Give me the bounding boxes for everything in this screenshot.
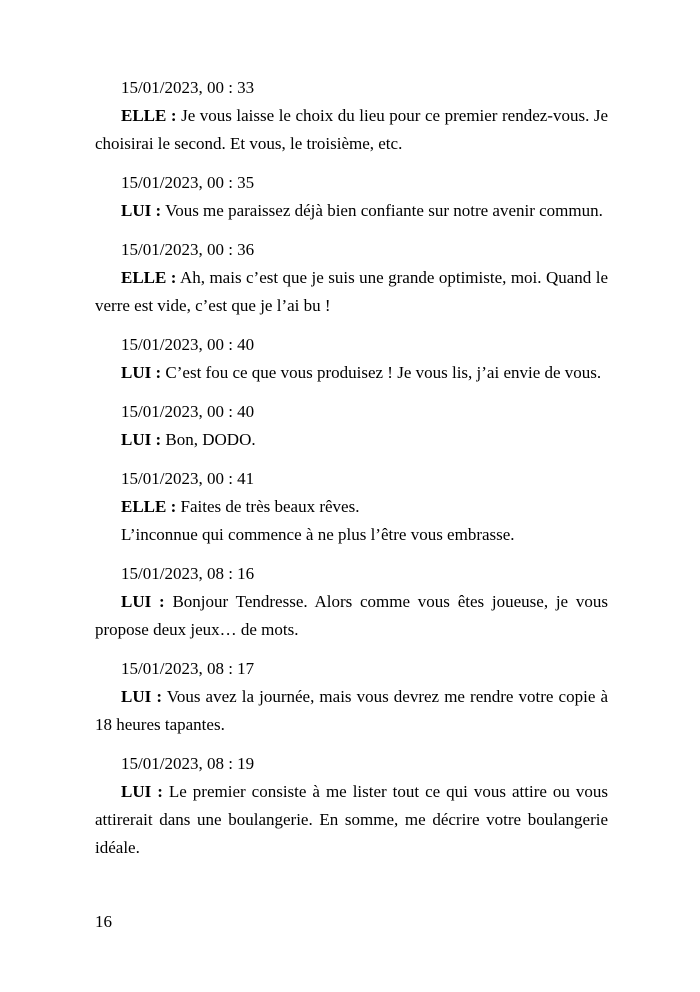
message-text: Bonjour Tendresse. Alors comme vous êtes joueuse, je vous propose deux jeux… de mots. — [95, 592, 608, 639]
speaker-label: LUI : — [121, 592, 165, 611]
message-body — [95, 264, 608, 320]
message-timestamp: 15/01/2023, 08 : 19 — [121, 754, 255, 773]
message-text: Vous me paraissez déjà bien confiante sur notre avenir commun. — [165, 201, 603, 220]
message-text: Je vous laisse le choix du lieu pour ce premier rendez-vous. Je choisirai le second. Et vous, le troisième, etc. — [95, 106, 609, 153]
message-timestamp: 15/01/2023, 00 : 40 — [121, 335, 255, 354]
message-block — [95, 74, 608, 158]
message-body — [95, 197, 608, 225]
speaker-label: LUI : — [121, 363, 162, 382]
speaker-label: ELLE : — [121, 106, 177, 125]
message-body — [95, 683, 608, 739]
message-continuation: L’inconnue qui commence à ne plus l’être vous embrasse. — [121, 525, 515, 544]
message-timestamp: 15/01/2023, 00 : 41 — [121, 469, 255, 488]
message-text: Ah, mais c’est que je suis une grande optimiste, moi. Quand le verre est vide, c’est que je l’ai bu ! — [95, 268, 608, 315]
speaker-label: LUI : — [121, 430, 162, 449]
message-body — [95, 493, 608, 521]
page-number: 16 — [95, 912, 112, 931]
message-body — [95, 778, 608, 862]
page-content — [95, 74, 608, 862]
speaker-label: ELLE : — [121, 497, 177, 516]
speaker-label: LUI : — [121, 782, 163, 801]
speaker-label: LUI : — [121, 687, 162, 706]
message-block — [95, 560, 608, 644]
message-text: C’est fou ce que vous produisez ! Je vous lis, j’ai envie de vous. — [165, 363, 602, 382]
message-timestamp: 15/01/2023, 00 : 40 — [121, 402, 255, 421]
message-block — [95, 750, 608, 862]
message-text: Vous avez la journée, mais vous devrez me rendre votre copie à 18 heures tapantes. — [95, 687, 608, 734]
speaker-label: ELLE : — [121, 268, 177, 287]
message-body — [95, 102, 608, 158]
message-timestamp: 15/01/2023, 00 : 36 — [121, 240, 255, 259]
message-body — [95, 359, 608, 387]
message-block — [95, 398, 608, 454]
message-body — [95, 588, 608, 644]
message-timestamp: 15/01/2023, 08 : 17 — [121, 659, 255, 678]
message-body — [95, 426, 608, 454]
message-timestamp: 15/01/2023, 00 : 35 — [121, 173, 255, 192]
message-text: Le premier consiste à me lister tout ce qui vous attire ou vous attirerait dans une boulangerie. En somme, me décrire votre boulangerie idéale. — [95, 782, 609, 857]
message-block — [95, 331, 608, 387]
message-text: Bon, DODO. — [165, 430, 256, 449]
message-block — [95, 169, 608, 225]
message-timestamp: 15/01/2023, 00 : 33 — [121, 78, 255, 97]
message-text: Faites de très beaux rêves. — [180, 497, 360, 516]
speaker-label: LUI : — [121, 201, 162, 220]
message-block — [95, 236, 608, 320]
message-block — [95, 465, 608, 549]
message-block — [95, 655, 608, 739]
message-timestamp: 15/01/2023, 08 : 16 — [121, 564, 255, 583]
